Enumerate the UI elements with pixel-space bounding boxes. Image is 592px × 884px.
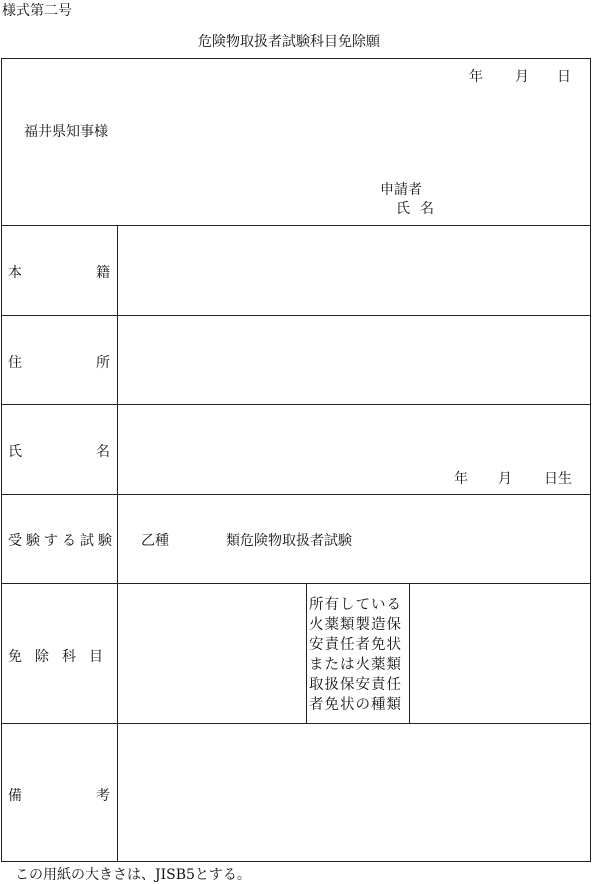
table-border-left — [1, 58, 2, 862]
row-label-address-b: 所 — [96, 355, 110, 371]
table-border-right — [590, 58, 591, 862]
row-label-honseki-a: 本 — [8, 265, 22, 281]
row-divider — [1, 583, 591, 584]
row-label-exemption: 免除科目 — [8, 649, 116, 665]
row-divider — [1, 494, 591, 495]
applicant-name-label: 氏名 — [396, 201, 444, 217]
row-divider — [1, 225, 591, 226]
footnote: この用紙の大きさは、JISB5とする。 — [15, 867, 251, 883]
row-divider — [1, 315, 591, 316]
label-column-divider — [117, 225, 118, 862]
date-day-label: 日 — [557, 69, 571, 85]
row-label-honseki-b: 籍 — [96, 265, 110, 281]
table-border-top — [1, 58, 591, 59]
addressee: 福井県知事様 — [24, 124, 108, 140]
exemption-divider-right — [409, 583, 410, 723]
birth-year-label: 年 — [454, 471, 468, 487]
birth-day-label: 日生 — [544, 471, 572, 487]
row-label-exam: 受験する試験 — [8, 533, 116, 549]
row-label-remarks-a: 備 — [8, 788, 22, 804]
form-title: 危険物取扱者試験科目免除願 — [198, 34, 380, 50]
row-label-name-b: 名 — [96, 444, 110, 460]
row-divider — [1, 723, 591, 724]
row-label-remarks — [8, 785, 110, 805]
row-label-honseki — [8, 262, 110, 282]
form-number: 様式第二号 — [2, 3, 72, 19]
row-label-address — [8, 352, 110, 372]
birth-month-label: 月 — [498, 471, 512, 487]
row-label-name — [8, 441, 110, 461]
row-label-remarks-b: 考 — [96, 788, 110, 804]
table-border-bottom — [1, 861, 591, 862]
date-year-label: 年 — [469, 69, 483, 85]
row-label-name-a: 氏 — [8, 444, 22, 460]
row-divider — [1, 404, 591, 405]
exam-suffix: 類危険物取扱者試験 — [226, 533, 352, 549]
row-label-address-a: 住 — [8, 355, 22, 371]
exemption-divider-left — [306, 583, 307, 723]
applicant-label: 申請者 — [380, 182, 422, 198]
exam-prefix: 乙種 — [141, 533, 169, 549]
certificate-type-label: 所有している火薬類製造保安責任者免状または火薬類取扱保安責任者免状の種類 — [309, 597, 402, 713]
date-month-label: 月 — [515, 69, 529, 85]
